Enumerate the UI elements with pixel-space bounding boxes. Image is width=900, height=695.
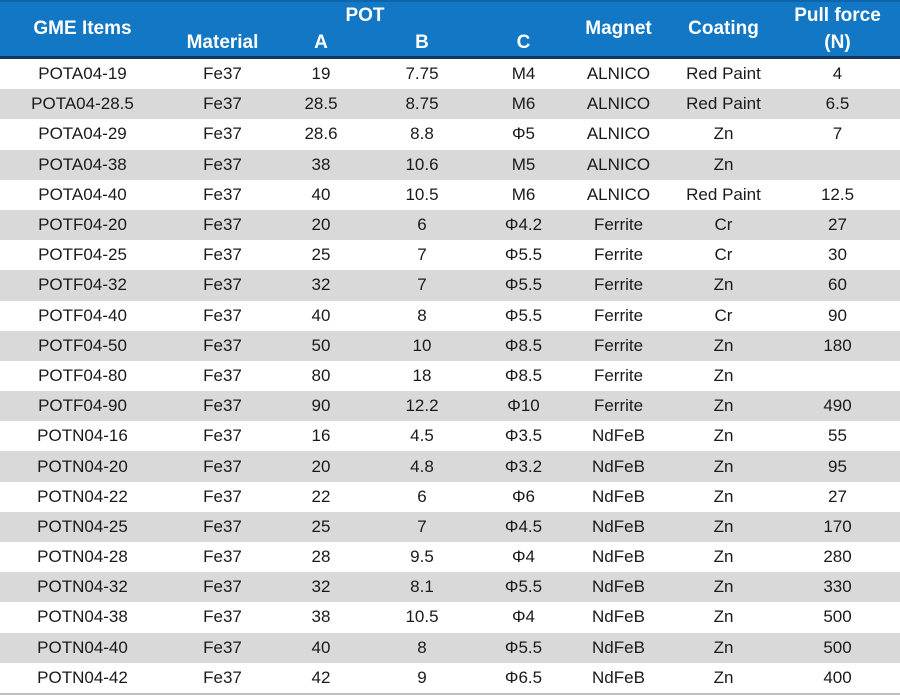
table-row: [0, 633, 900, 663]
cell-gme-item: POTF04-40: [38, 305, 127, 325]
cell-pull-force: 27: [828, 215, 847, 235]
cell-dim-c: Φ3.2: [504, 456, 543, 476]
cell-pull-force: 500: [823, 637, 852, 657]
cell-magnet: NdFeB: [592, 667, 645, 687]
cell-coating: Red Paint: [686, 94, 761, 114]
cell-dim-c: M5: [511, 154, 536, 174]
cell-dim-c: M6: [511, 94, 536, 114]
cell-dim-c: Φ5: [511, 124, 536, 144]
col-header-magnet: Magnet: [565, 1, 672, 58]
cell-gme-item: POTN04-42: [37, 667, 128, 687]
cell-material: Fe37: [203, 426, 242, 446]
cell-dim-c: Φ8.5: [504, 335, 543, 355]
cell-dim-a: 20: [311, 456, 331, 476]
cell-pull-force: 27: [828, 486, 847, 506]
cell-material: Fe37: [203, 516, 242, 536]
table-row: [0, 602, 900, 632]
table-row: [0, 572, 900, 602]
cell-dim-b: 9: [417, 667, 427, 687]
cell-material: Fe37: [203, 154, 242, 174]
cell-dim-c: Φ5.5: [504, 245, 543, 265]
cell-coating: Zn: [713, 577, 734, 597]
col-header-pull-force: [775, 1, 900, 58]
cell-gme-item: POTA04-29: [38, 124, 127, 144]
table-row: [0, 331, 900, 361]
cell-material: Fe37: [203, 94, 242, 114]
cell-material: Fe37: [203, 667, 242, 687]
cell-dim-b: 6: [417, 486, 427, 506]
cell-dim-b: 8.75: [405, 94, 439, 114]
cell-dim-c: Φ4: [511, 547, 536, 567]
cell-dim-a: 28.5: [304, 94, 338, 114]
cell-coating: Cr: [714, 215, 733, 235]
cell-magnet: Ferrite: [593, 215, 644, 235]
cell-dim-a: 40: [311, 184, 331, 204]
cell-gme-item: POTA04-19: [38, 64, 127, 84]
cell-dim-b: 8: [417, 637, 427, 657]
cell-gme-item: POTN04-20: [37, 456, 128, 476]
cell-dim-c: Φ5.5: [504, 275, 543, 295]
col-header-b: B: [362, 31, 482, 58]
cell-dim-b: 7: [417, 275, 427, 295]
col-header-material: Material: [165, 31, 280, 58]
cell-pull-force: 12.5: [820, 184, 855, 204]
cell-coating: Zn: [713, 516, 734, 536]
table-row: [0, 391, 900, 421]
cell-pull-force: [775, 361, 900, 391]
cell-pull-force: 55: [828, 426, 847, 446]
cell-gme-item: POTF04-90: [38, 396, 127, 416]
cell-material: Fe37: [203, 547, 242, 567]
table-row: [0, 542, 900, 572]
cell-dim-c: Φ6.5: [504, 667, 543, 687]
cell-dim-b: 7.75: [405, 64, 439, 84]
cell-material: Fe37: [203, 456, 242, 476]
cell-dim-b: 9.5: [410, 547, 434, 567]
cell-dim-a: 16: [311, 426, 331, 446]
cell-dim-a: 38: [311, 154, 331, 174]
cell-dim-a: 32: [311, 577, 331, 597]
cell-dim-a: 80: [311, 365, 331, 385]
cell-dim-b: 10.5: [405, 184, 439, 204]
cell-coating: Red Paint: [686, 184, 761, 204]
cell-coating: Zn: [713, 275, 734, 295]
cell-coating: Zn: [713, 396, 734, 416]
cell-pull-force: 7: [832, 124, 843, 144]
cell-gme-item: POTN04-40: [37, 637, 128, 657]
cell-gme-item: POTN04-22: [37, 486, 128, 506]
pull-force-label-line1: Pull force: [794, 5, 881, 26]
cell-gme-item: POTF04-80: [38, 365, 127, 385]
cell-magnet: NdFeB: [592, 547, 645, 567]
cell-coating: Zn: [713, 667, 734, 687]
cell-dim-b: 8.1: [410, 577, 434, 597]
cell-dim-b: 10.6: [405, 154, 439, 174]
cell-dim-a: 25: [311, 516, 331, 536]
cell-magnet: ALNICO: [586, 184, 651, 204]
cell-magnet: ALNICO: [586, 154, 651, 174]
col-header-coating: Coating: [672, 1, 775, 58]
cell-dim-b: 4.5: [410, 426, 434, 446]
cell-magnet: Ferrite: [593, 305, 644, 325]
cell-gme-item: POTF04-50: [38, 335, 127, 355]
cell-material: Fe37: [203, 486, 242, 506]
cell-magnet: NdFeB: [592, 426, 645, 446]
cell-coating: Zn: [713, 456, 734, 476]
cell-dim-b: 10: [412, 335, 432, 355]
cell-dim-a: 19: [311, 64, 331, 84]
cell-coating: Red Paint: [686, 64, 761, 84]
cell-dim-a: 32: [311, 275, 331, 295]
cell-dim-c: Φ3.5: [504, 426, 543, 446]
table-row: [0, 270, 900, 300]
cell-pull-force: 60: [828, 275, 847, 295]
table-row: [0, 301, 900, 331]
table-row: [0, 210, 900, 240]
cell-pull-force: 280: [823, 547, 852, 567]
cell-coating: Zn: [713, 124, 734, 144]
cell-pull-force: 4: [832, 64, 843, 84]
cell-material: Fe37: [203, 305, 242, 325]
cell-gme-item: POTN04-25: [37, 516, 128, 536]
cell-dim-a: 50: [311, 335, 331, 355]
cell-dim-c: Φ4.2: [504, 215, 543, 235]
cell-dim-b: 7: [417, 516, 427, 536]
cell-magnet: Ferrite: [593, 396, 644, 416]
cell-material: Fe37: [203, 396, 242, 416]
cell-material: Fe37: [203, 577, 242, 597]
table-row: [0, 421, 900, 451]
table-body: [0, 58, 900, 694]
cell-material: Fe37: [203, 124, 242, 144]
cell-magnet: Ferrite: [593, 335, 644, 355]
cell-dim-c: Φ8.5: [504, 365, 543, 385]
cell-magnet: Ferrite: [593, 275, 644, 295]
cell-pull-force: 400: [823, 667, 852, 687]
cell-magnet: NdFeB: [592, 516, 645, 536]
cell-dim-a: 28.6: [304, 124, 338, 144]
cell-dim-b: 10.5: [405, 607, 439, 627]
table-header: [0, 1, 900, 58]
cell-pull-force: 30: [828, 245, 847, 265]
cell-magnet: ALNICO: [586, 94, 651, 114]
cell-material: Fe37: [203, 245, 242, 265]
cell-pull-force: 90: [828, 305, 847, 325]
cell-pull-force: 500: [823, 607, 852, 627]
cell-dim-a: 38: [311, 607, 331, 627]
cell-gme-item: POTA04-38: [38, 154, 127, 174]
cell-material: Fe37: [203, 184, 242, 204]
cell-gme-item: POTN04-38: [37, 607, 128, 627]
cell-magnet: NdFeB: [592, 456, 645, 476]
table-row: [0, 361, 900, 391]
cell-dim-c: Φ6: [511, 486, 536, 506]
cell-dim-b: 6: [417, 215, 427, 235]
cell-dim-a: 28: [311, 547, 331, 567]
table-row: [0, 451, 900, 481]
table-row: [0, 663, 900, 694]
cell-magnet: Ferrite: [593, 365, 644, 385]
table-row: [0, 240, 900, 270]
cell-pull-force: [775, 150, 900, 180]
col-header-c: C: [482, 31, 565, 58]
col-group-pot: POT: [165, 1, 565, 31]
col-header-a: A: [280, 31, 362, 58]
pull-force-label-line2: (N): [824, 32, 851, 53]
cell-dim-a: 40: [311, 305, 331, 325]
table-row: [0, 512, 900, 542]
cell-material: Fe37: [203, 215, 242, 235]
cell-dim-c: Φ5.5: [504, 637, 543, 657]
cell-coating: Zn: [713, 607, 734, 627]
cell-gme-item: POTF04-25: [38, 245, 127, 265]
cell-dim-c: M6: [511, 184, 536, 204]
cell-coating: Zn: [713, 547, 734, 567]
cell-dim-a: 90: [311, 396, 331, 416]
cell-magnet: NdFeB: [592, 577, 645, 597]
cell-coating: Cr: [714, 305, 733, 325]
cell-pull-force: 490: [823, 396, 852, 416]
cell-dim-a: 20: [311, 215, 331, 235]
cell-gme-item: POTN04-32: [37, 577, 128, 597]
cell-dim-b: 8.8: [410, 124, 434, 144]
cell-coating: Zn: [713, 426, 734, 446]
cell-coating: Zn: [713, 335, 734, 355]
cell-gme-item: POTF04-20: [38, 215, 127, 235]
cell-magnet: ALNICO: [586, 64, 651, 84]
cell-coating: Zn: [713, 365, 734, 385]
cell-coating: Cr: [714, 245, 733, 265]
cell-dim-c: Φ5.5: [504, 305, 543, 325]
cell-material: Fe37: [203, 365, 242, 385]
table-row: [0, 119, 900, 149]
cell-pull-force: 6.5: [825, 94, 850, 114]
cell-dim-b: 12.2: [405, 396, 439, 416]
cell-material: Fe37: [203, 607, 242, 627]
cell-pull-force: 330: [823, 577, 852, 597]
cell-coating: Zn: [713, 154, 734, 174]
table-row: [0, 89, 900, 119]
cell-dim-c: Φ5.5: [504, 577, 543, 597]
cell-dim-a: 42: [311, 667, 331, 687]
cell-dim-b: 4.8: [410, 456, 434, 476]
table-row: [0, 58, 900, 90]
cell-material: Fe37: [203, 275, 242, 295]
cell-material: Fe37: [203, 64, 242, 84]
cell-magnet: NdFeB: [592, 607, 645, 627]
cell-pull-force: 180: [823, 335, 852, 355]
cell-dim-a: 22: [311, 486, 331, 506]
cell-dim-b: 7: [417, 245, 427, 265]
cell-dim-a: 40: [311, 637, 331, 657]
cell-gme-item: POTF04-32: [38, 275, 127, 295]
col-header-gme-items: GME Items: [0, 1, 165, 58]
table-row: [0, 180, 900, 210]
cell-gme-item: POTN04-28: [37, 547, 128, 567]
cell-magnet: Ferrite: [593, 245, 644, 265]
cell-material: Fe37: [203, 335, 242, 355]
cell-pull-force: 95: [828, 456, 847, 476]
cell-magnet: NdFeB: [592, 486, 645, 506]
cell-gme-item: POTA04-40: [38, 184, 127, 204]
cell-magnet: ALNICO: [586, 124, 651, 144]
cell-dim-c: Φ4: [511, 607, 536, 627]
table-row: [0, 150, 900, 180]
cell-dim-c: Φ10: [507, 396, 540, 416]
cell-coating: Zn: [713, 637, 734, 657]
cell-pull-force: 170: [823, 516, 852, 536]
cell-dim-b: 18: [412, 365, 432, 385]
table-row: [0, 482, 900, 512]
cell-dim-a: 25: [311, 245, 331, 265]
cell-gme-item: POTN04-16: [37, 426, 128, 446]
cell-dim-c: Φ4.5: [504, 516, 543, 536]
cell-coating: Zn: [713, 486, 734, 506]
cell-gme-item: POTA04-28.5: [31, 94, 134, 114]
cell-magnet: NdFeB: [592, 637, 645, 657]
cell-dim-c: M4: [511, 64, 536, 84]
cell-material: Fe37: [203, 637, 242, 657]
cell-dim-b: 8: [417, 305, 427, 325]
